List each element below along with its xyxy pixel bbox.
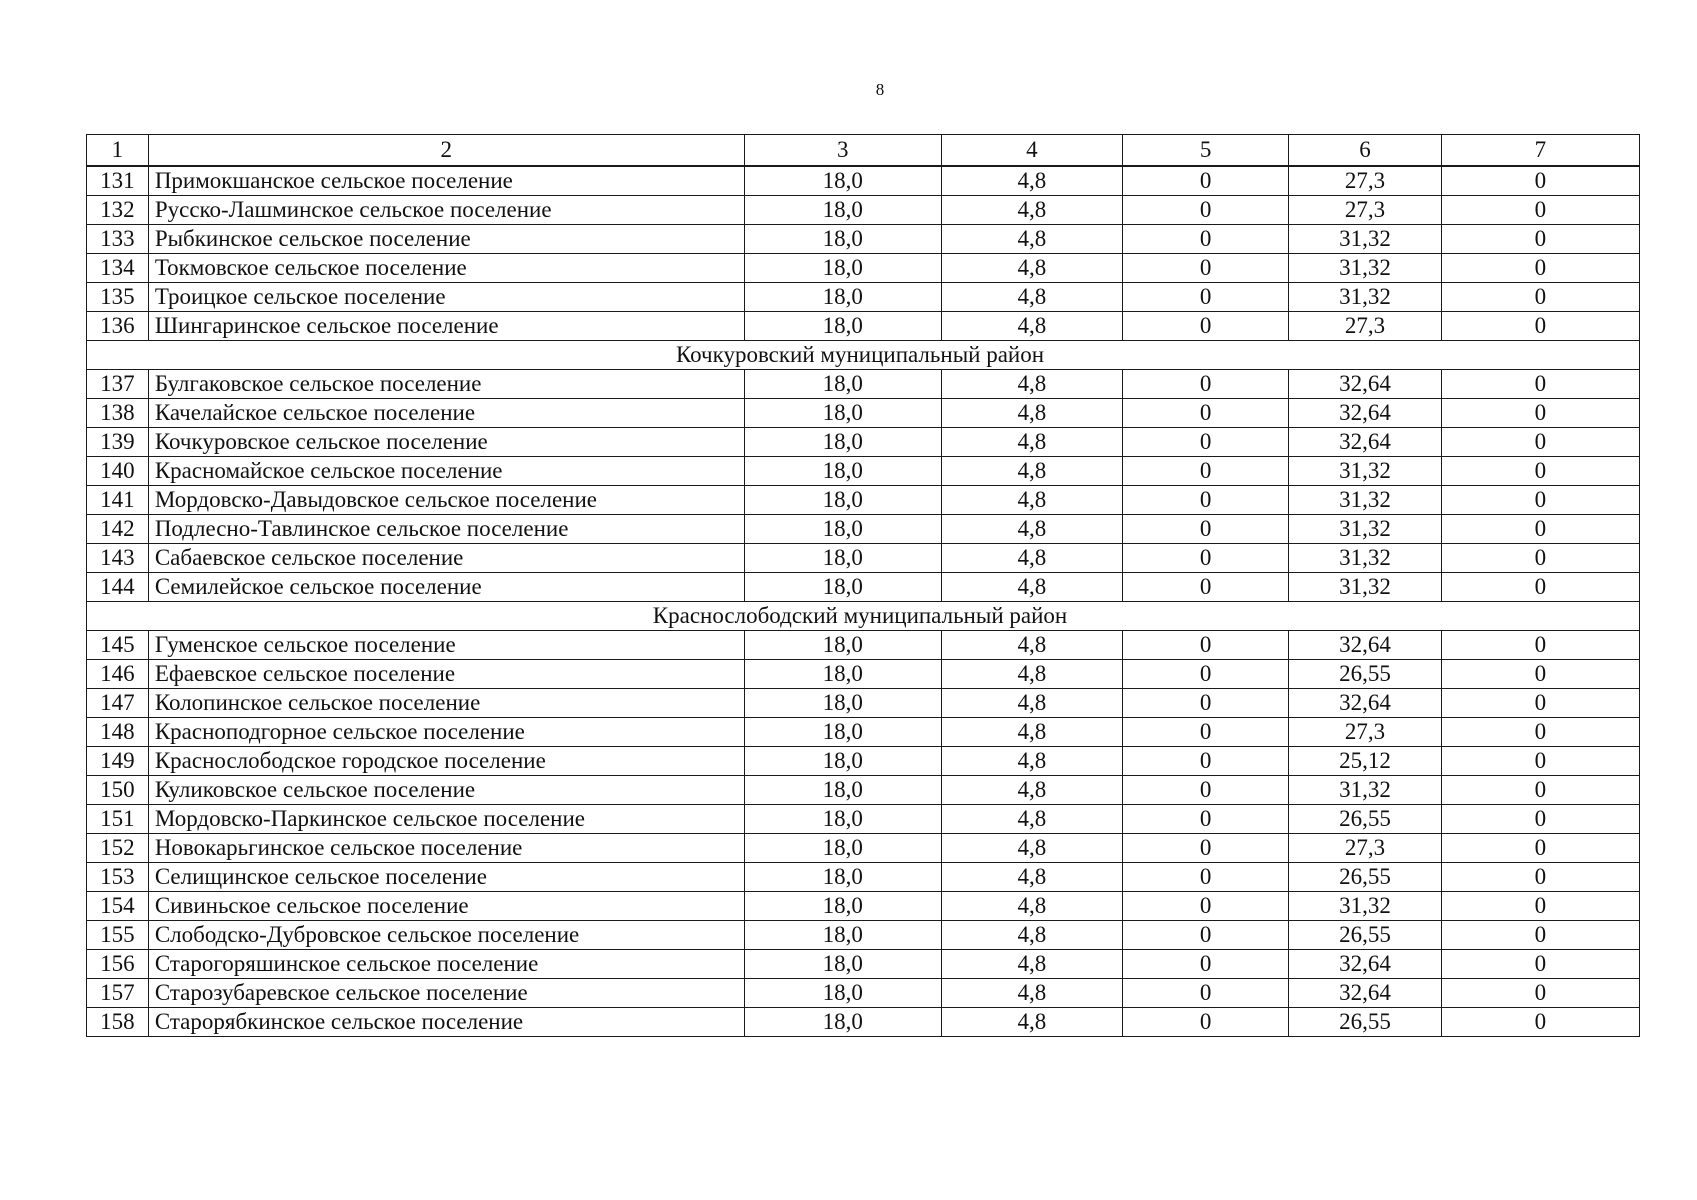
row-number-cell: 143 [87, 544, 149, 573]
settlement-name-cell: Гуменское сельское поселение [148, 631, 744, 660]
settlement-name-cell: Токмовское сельское поселение [148, 254, 744, 283]
value-col4-cell: 4,8 [941, 805, 1122, 834]
value-col7-cell: 0 [1441, 631, 1639, 660]
value-col5-cell: 0 [1123, 399, 1289, 428]
value-col7-cell: 0 [1441, 254, 1639, 283]
value-col3-cell: 18,0 [744, 225, 941, 254]
row-number-cell: 138 [87, 399, 149, 428]
table-row [87, 166, 1640, 196]
district-header-row [87, 602, 1640, 631]
table-row [87, 776, 1640, 805]
value-col4-cell: 4,8 [941, 747, 1122, 776]
value-col4-cell: 4,8 [941, 660, 1122, 689]
value-col4-cell: 4,8 [941, 776, 1122, 805]
row-number-cell: 131 [87, 166, 149, 196]
value-col6-cell: 32,64 [1289, 950, 1441, 979]
row-number-cell: 135 [87, 283, 149, 312]
row-number-cell: 155 [87, 921, 149, 950]
value-col7-cell: 0 [1441, 863, 1639, 892]
row-number-cell: 145 [87, 631, 149, 660]
value-col6-cell: 32,64 [1289, 399, 1441, 428]
value-col4-cell: 4,8 [941, 370, 1122, 399]
value-col6-cell: 31,32 [1289, 254, 1441, 283]
value-col4-cell: 4,8 [941, 166, 1122, 196]
value-col6-cell: 31,32 [1289, 283, 1441, 312]
table-row [87, 892, 1640, 921]
row-number-cell: 136 [87, 312, 149, 341]
value-col3-cell: 18,0 [744, 979, 941, 1008]
value-col7-cell: 0 [1441, 166, 1639, 196]
settlement-name-cell: Троицкое сельское поселение [148, 283, 744, 312]
value-col3-cell: 18,0 [744, 660, 941, 689]
column-header-3: 3 [744, 135, 941, 167]
value-col7-cell: 0 [1441, 312, 1639, 341]
row-number-cell: 158 [87, 1008, 149, 1037]
settlement-name-cell: Красноподгорное сельское поселение [148, 718, 744, 747]
row-number-cell: 142 [87, 515, 149, 544]
value-col5-cell: 0 [1123, 631, 1289, 660]
value-col3-cell: 18,0 [744, 950, 941, 979]
column-header-1: 1 [87, 135, 149, 167]
value-col5-cell: 0 [1123, 747, 1289, 776]
value-col3-cell: 18,0 [744, 921, 941, 950]
value-col7-cell: 0 [1441, 660, 1639, 689]
table-row [87, 660, 1640, 689]
value-col7-cell: 0 [1441, 486, 1639, 515]
column-header-7: 7 [1441, 135, 1639, 167]
value-col3-cell: 18,0 [744, 486, 941, 515]
value-col4-cell: 4,8 [941, 573, 1122, 602]
value-col5-cell: 0 [1123, 544, 1289, 573]
value-col6-cell: 26,55 [1289, 921, 1441, 950]
row-number-cell: 132 [87, 196, 149, 225]
value-col3-cell: 18,0 [744, 689, 941, 718]
value-col3-cell: 18,0 [744, 166, 941, 196]
row-number-cell: 151 [87, 805, 149, 834]
settlement-name-cell: Селищинское сельское поселение [148, 863, 744, 892]
column-header-6: 6 [1289, 135, 1441, 167]
value-col6-cell: 26,55 [1289, 1008, 1441, 1037]
value-col6-cell: 31,32 [1289, 225, 1441, 254]
value-col6-cell: 31,32 [1289, 486, 1441, 515]
value-col5-cell: 0 [1123, 863, 1289, 892]
table-row [87, 805, 1640, 834]
value-col4-cell: 4,8 [941, 979, 1122, 1008]
row-number-cell: 154 [87, 892, 149, 921]
row-number-cell: 153 [87, 863, 149, 892]
value-col7-cell: 0 [1441, 921, 1639, 950]
value-col4-cell: 4,8 [941, 486, 1122, 515]
table-row [87, 254, 1640, 283]
column-header-5: 5 [1123, 135, 1289, 167]
value-col4-cell: 4,8 [941, 718, 1122, 747]
value-col6-cell: 27,3 [1289, 312, 1441, 341]
value-col3-cell: 18,0 [744, 573, 941, 602]
data-table [86, 134, 1640, 1037]
value-col5-cell: 0 [1123, 718, 1289, 747]
value-col7-cell: 0 [1441, 892, 1639, 921]
value-col6-cell: 27,3 [1289, 166, 1441, 196]
value-col6-cell: 27,3 [1289, 196, 1441, 225]
value-col4-cell: 4,8 [941, 428, 1122, 457]
value-col7-cell: 0 [1441, 689, 1639, 718]
value-col3-cell: 18,0 [744, 457, 941, 486]
value-col7-cell: 0 [1441, 805, 1639, 834]
value-col5-cell: 0 [1123, 950, 1289, 979]
value-col4-cell: 4,8 [941, 457, 1122, 486]
row-number-cell: 149 [87, 747, 149, 776]
value-col7-cell: 0 [1441, 834, 1639, 863]
table-row [87, 399, 1640, 428]
value-col7-cell: 0 [1441, 950, 1639, 979]
value-col5-cell: 0 [1123, 370, 1289, 399]
row-number-cell: 148 [87, 718, 149, 747]
table-row [87, 950, 1640, 979]
value-col5-cell: 0 [1123, 486, 1289, 515]
row-number-cell: 156 [87, 950, 149, 979]
header-row [87, 135, 1640, 167]
value-col5-cell: 0 [1123, 979, 1289, 1008]
value-col4-cell: 4,8 [941, 834, 1122, 863]
value-col3-cell: 18,0 [744, 283, 941, 312]
value-col6-cell: 31,32 [1289, 457, 1441, 486]
value-col6-cell: 32,64 [1289, 631, 1441, 660]
table-row [87, 515, 1640, 544]
district-name: Кочкуровский муниципальный район [87, 341, 1640, 370]
value-col4-cell: 4,8 [941, 863, 1122, 892]
value-col3-cell: 18,0 [744, 312, 941, 341]
table-row [87, 573, 1640, 602]
settlement-name-cell: Мордовско-Давыдовское сельское поселение [148, 486, 744, 515]
table-row [87, 689, 1640, 718]
value-col6-cell: 31,32 [1289, 544, 1441, 573]
value-col3-cell: 18,0 [744, 399, 941, 428]
table-body [87, 166, 1640, 1037]
value-col7-cell: 0 [1441, 225, 1639, 254]
value-col5-cell: 0 [1123, 283, 1289, 312]
table-row [87, 196, 1640, 225]
value-col4-cell: 4,8 [941, 892, 1122, 921]
table-row [87, 834, 1640, 863]
settlement-name-cell: Краснослободское городское поселение [148, 747, 744, 776]
row-number-cell: 150 [87, 776, 149, 805]
value-col3-cell: 18,0 [744, 515, 941, 544]
value-col4-cell: 4,8 [941, 283, 1122, 312]
page-number: 8 [875, 80, 885, 99]
value-col3-cell: 18,0 [744, 892, 941, 921]
settlement-name-cell: Колопинское сельское поселение [148, 689, 744, 718]
settlement-name-cell: Подлесно-Тавлинское сельское поселение [148, 515, 744, 544]
value-col4-cell: 4,8 [941, 196, 1122, 225]
value-col6-cell: 27,3 [1289, 834, 1441, 863]
table-header [87, 135, 1640, 167]
value-col4-cell: 4,8 [941, 312, 1122, 341]
row-number-cell: 134 [87, 254, 149, 283]
value-col6-cell: 26,55 [1289, 805, 1441, 834]
value-col4-cell: 4,8 [941, 950, 1122, 979]
row-number-cell: 137 [87, 370, 149, 399]
settlement-name-cell: Рыбкинское сельское поселение [148, 225, 744, 254]
column-header-2: 2 [148, 135, 744, 167]
value-col6-cell: 32,64 [1289, 370, 1441, 399]
value-col5-cell: 0 [1123, 573, 1289, 602]
value-col6-cell: 25,12 [1289, 747, 1441, 776]
value-col4-cell: 4,8 [941, 544, 1122, 573]
row-number-cell: 146 [87, 660, 149, 689]
value-col6-cell: 32,64 [1289, 428, 1441, 457]
table-row [87, 428, 1640, 457]
table-row [87, 863, 1640, 892]
value-col6-cell: 31,32 [1289, 892, 1441, 921]
table-row [87, 544, 1640, 573]
value-col5-cell: 0 [1123, 892, 1289, 921]
table-row [87, 457, 1640, 486]
value-col5-cell: 0 [1123, 921, 1289, 950]
value-col6-cell: 32,64 [1289, 979, 1441, 1008]
value-col5-cell: 0 [1123, 166, 1289, 196]
table-row [87, 283, 1640, 312]
table-row [87, 979, 1640, 1008]
settlement-name-cell: Семилейское сельское поселение [148, 573, 744, 602]
table-row [87, 225, 1640, 254]
settlement-name-cell: Сивиньское сельское поселение [148, 892, 744, 921]
value-col3-cell: 18,0 [744, 718, 941, 747]
value-col7-cell: 0 [1441, 718, 1639, 747]
table-row [87, 312, 1640, 341]
value-col5-cell: 0 [1123, 428, 1289, 457]
value-col4-cell: 4,8 [941, 515, 1122, 544]
value-col7-cell: 0 [1441, 776, 1639, 805]
table-row [87, 718, 1640, 747]
settlement-name-cell: Булгаковское сельское поселение [148, 370, 744, 399]
column-header-4: 4 [941, 135, 1122, 167]
value-col3-cell: 18,0 [744, 776, 941, 805]
value-col3-cell: 18,0 [744, 428, 941, 457]
value-col7-cell: 0 [1441, 747, 1639, 776]
value-col6-cell: 26,55 [1289, 863, 1441, 892]
value-col6-cell: 31,32 [1289, 776, 1441, 805]
settlement-name-cell: Куликовское сельское поселение [148, 776, 744, 805]
value-col3-cell: 18,0 [744, 863, 941, 892]
value-col4-cell: 4,8 [941, 689, 1122, 718]
row-number-cell: 144 [87, 573, 149, 602]
settlement-name-cell: Ефаевское сельское поселение [148, 660, 744, 689]
value-col3-cell: 18,0 [744, 1008, 941, 1037]
value-col7-cell: 0 [1441, 399, 1639, 428]
value-col3-cell: 18,0 [744, 747, 941, 776]
value-col6-cell: 26,55 [1289, 660, 1441, 689]
row-number-cell: 133 [87, 225, 149, 254]
row-number-cell: 152 [87, 834, 149, 863]
value-col7-cell: 0 [1441, 515, 1639, 544]
value-col3-cell: 18,0 [744, 631, 941, 660]
row-number-cell: 140 [87, 457, 149, 486]
value-col3-cell: 18,0 [744, 196, 941, 225]
value-col4-cell: 4,8 [941, 254, 1122, 283]
value-col5-cell: 0 [1123, 312, 1289, 341]
value-col5-cell: 0 [1123, 1008, 1289, 1037]
row-number-cell: 141 [87, 486, 149, 515]
settlement-name-cell: Старорябкинское сельское поселение [148, 1008, 744, 1037]
settlement-name-cell: Кочкуровское сельское поселение [148, 428, 744, 457]
table-row [87, 486, 1640, 515]
value-col4-cell: 4,8 [941, 399, 1122, 428]
value-col6-cell: 32,64 [1289, 689, 1441, 718]
row-number-cell: 147 [87, 689, 149, 718]
value-col7-cell: 0 [1441, 573, 1639, 602]
row-number-cell: 139 [87, 428, 149, 457]
value-col6-cell: 31,32 [1289, 573, 1441, 602]
value-col7-cell: 0 [1441, 457, 1639, 486]
value-col5-cell: 0 [1123, 515, 1289, 544]
value-col3-cell: 18,0 [744, 834, 941, 863]
settlement-name-cell: Качелайское сельское поселение [148, 399, 744, 428]
value-col5-cell: 0 [1123, 457, 1289, 486]
value-col5-cell: 0 [1123, 196, 1289, 225]
value-col3-cell: 18,0 [744, 254, 941, 283]
settlement-name-cell: Старозубаревское сельское поселение [148, 979, 744, 1008]
value-col7-cell: 0 [1441, 1008, 1639, 1037]
value-col4-cell: 4,8 [941, 631, 1122, 660]
district-header-row [87, 341, 1640, 370]
settlement-name-cell: Старогоряшинское сельское поселение [148, 950, 744, 979]
table-row [87, 1008, 1640, 1037]
settlement-name-cell: Примокшанское сельское поселение [148, 166, 744, 196]
settlement-name-cell: Сабаевское сельское поселение [148, 544, 744, 573]
value-col7-cell: 0 [1441, 544, 1639, 573]
value-col5-cell: 0 [1123, 254, 1289, 283]
value-col7-cell: 0 [1441, 979, 1639, 1008]
settlement-name-cell: Мордовско-Паркинское сельское поселение [148, 805, 744, 834]
settlement-name-cell: Русско-Лашминское сельское поселение [148, 196, 744, 225]
value-col5-cell: 0 [1123, 776, 1289, 805]
settlement-name-cell: Слободско-Дубровское сельское поселение [148, 921, 744, 950]
value-col5-cell: 0 [1123, 834, 1289, 863]
value-col6-cell: 31,32 [1289, 515, 1441, 544]
value-col5-cell: 0 [1123, 660, 1289, 689]
value-col4-cell: 4,8 [941, 921, 1122, 950]
value-col4-cell: 4,8 [941, 1008, 1122, 1037]
row-number-cell: 157 [87, 979, 149, 1008]
table-row [87, 747, 1640, 776]
value-col7-cell: 0 [1441, 283, 1639, 312]
value-col5-cell: 0 [1123, 225, 1289, 254]
district-name: Краснослободский муниципальный район [87, 602, 1640, 631]
value-col7-cell: 0 [1441, 428, 1639, 457]
settlement-name-cell: Красномайское сельское поселение [148, 457, 744, 486]
value-col6-cell: 27,3 [1289, 718, 1441, 747]
value-col4-cell: 4,8 [941, 225, 1122, 254]
value-col3-cell: 18,0 [744, 544, 941, 573]
value-col3-cell: 18,0 [744, 370, 941, 399]
value-col5-cell: 0 [1123, 689, 1289, 718]
table-row [87, 370, 1640, 399]
value-col3-cell: 18,0 [744, 805, 941, 834]
table-row [87, 631, 1640, 660]
settlement-name-cell: Шингаринское сельское поселение [148, 312, 744, 341]
value-col7-cell: 0 [1441, 370, 1639, 399]
value-col5-cell: 0 [1123, 805, 1289, 834]
value-col7-cell: 0 [1441, 196, 1639, 225]
settlement-name-cell: Новокарьгинское сельское поселение [148, 834, 744, 863]
table-row [87, 921, 1640, 950]
